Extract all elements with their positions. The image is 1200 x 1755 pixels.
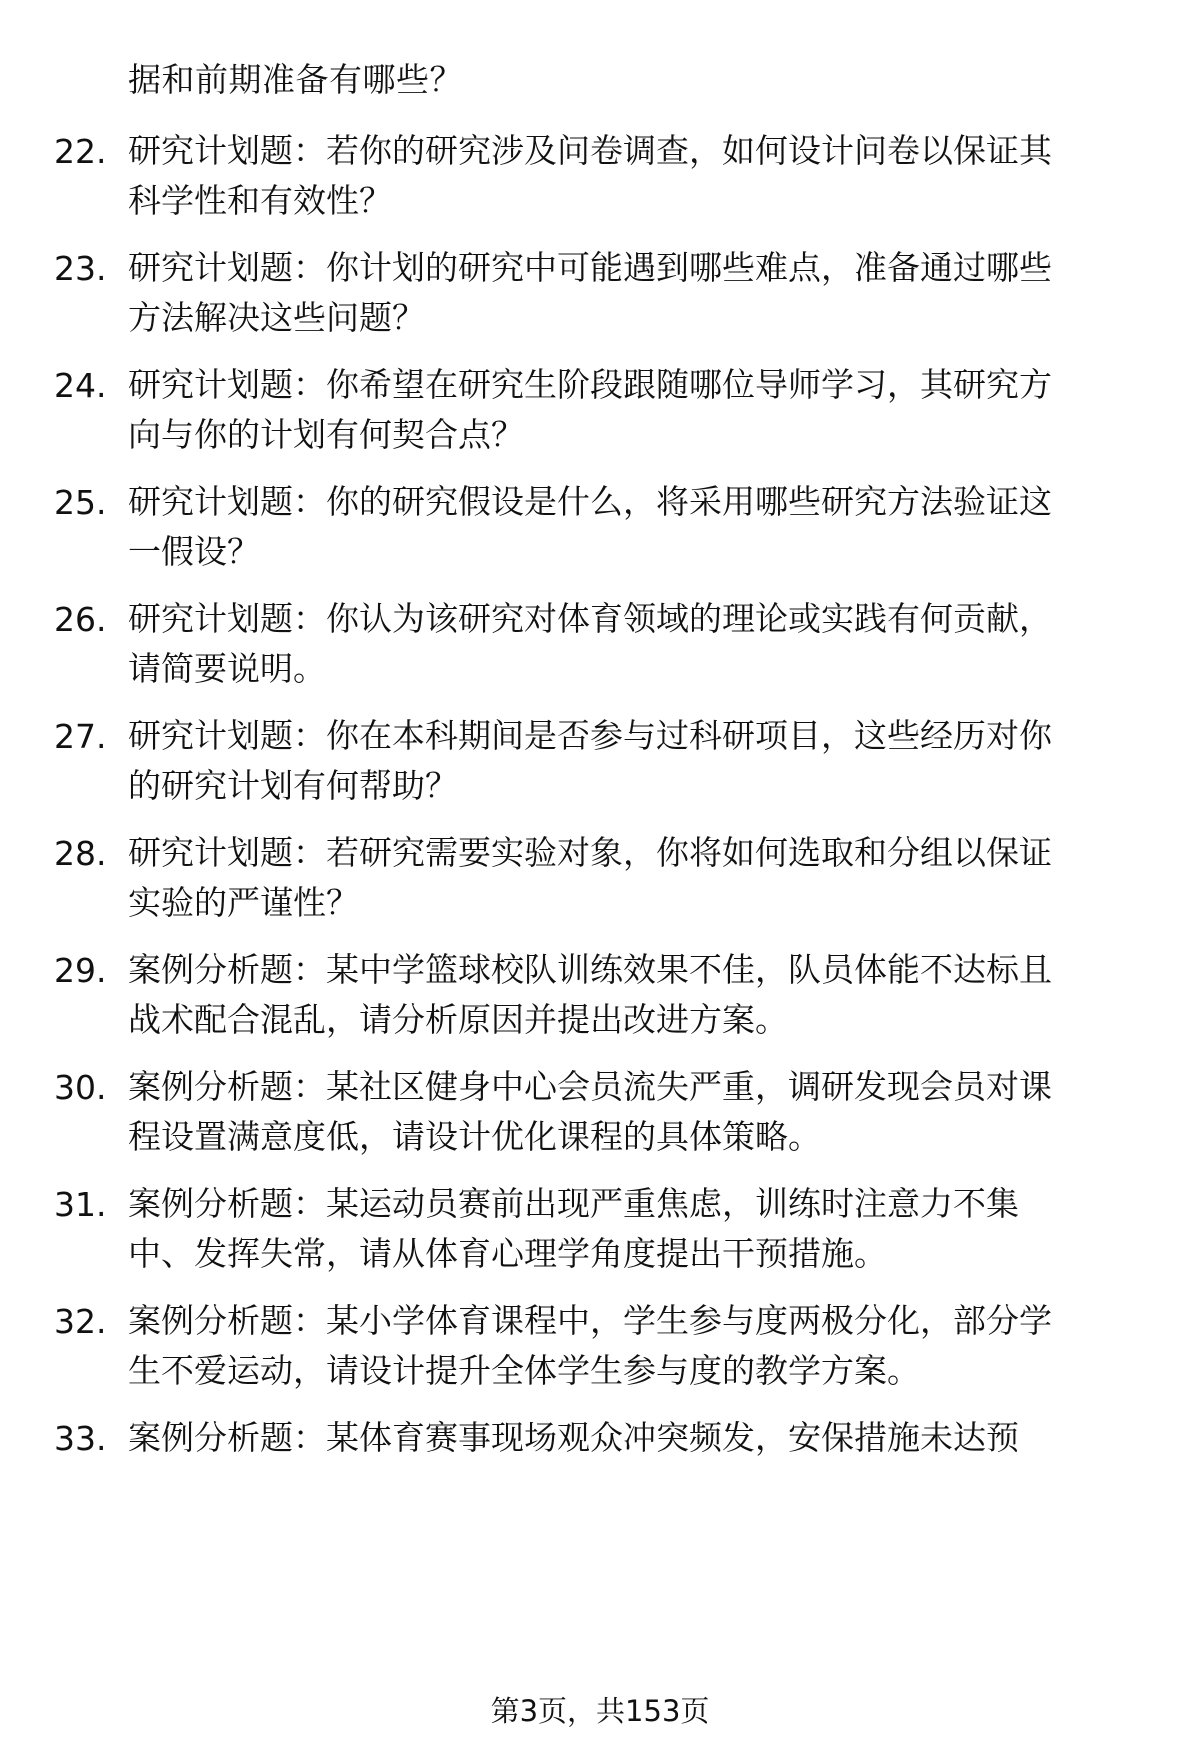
question-number: 27. — [54, 717, 107, 756]
question-text — [128, 711, 1148, 811]
question-item — [0, 1302, 1200, 1402]
continuation-line: 据和前期准备有哪些？ — [128, 60, 463, 99]
question-line: 方法解决这些问题？ — [128, 298, 425, 337]
question-item — [0, 717, 1200, 817]
question-line: 案例分析题：某中学篮球校队训练效果不佳，队员体能不达标且 — [128, 950, 1052, 989]
question-item — [0, 132, 1200, 232]
question-number: 29. — [54, 951, 107, 990]
question-line: 研究计划题：你认为该研究对体育领域的理论或实践有何贡献， — [128, 599, 1052, 638]
question-line: 向与你的计划有何契合点？ — [128, 415, 524, 454]
question-line: 的研究计划有何帮助？ — [128, 766, 458, 805]
question-item — [0, 834, 1200, 934]
question-item — [0, 1068, 1200, 1168]
question-number: 31. — [54, 1185, 107, 1224]
page-footer: 第3页，共153页 — [490, 1694, 710, 1728]
question-text — [128, 1179, 1148, 1279]
question-line: 案例分析题：某体育赛事现场观众冲突频发，安保措施未达预 — [128, 1418, 1019, 1457]
question-text — [128, 243, 1148, 343]
question-text — [128, 360, 1148, 460]
question-line: 科学性和有效性？ — [128, 181, 392, 220]
question-item — [0, 1185, 1200, 1285]
question-item — [0, 600, 1200, 700]
question-number: 23. — [54, 249, 107, 288]
question-item — [0, 249, 1200, 349]
question-number: 26. — [54, 600, 107, 639]
question-line: 案例分析题：某小学体育课程中，学生参与度两极分化，部分学 — [128, 1301, 1052, 1340]
question-text — [128, 126, 1148, 226]
question-number: 25. — [54, 483, 107, 522]
question-line: 研究计划题：你的研究假设是什么，将采用哪些研究方法验证这 — [128, 482, 1052, 521]
question-line: 程设置满意度低，请设计优化课程的具体策略。 — [128, 1117, 821, 1156]
question-number: 22. — [54, 132, 107, 171]
question-line: 案例分析题：某运动员赛前出现严重焦虑，训练时注意力不集 — [128, 1184, 1019, 1223]
question-item — [0, 483, 1200, 583]
question-line: 研究计划题：你在本科期间是否参与过科研项目，这些经历对你 — [128, 716, 1052, 755]
question-text — [128, 1413, 1148, 1463]
question-line: 战术配合混乱，请分析原因并提出改进方案。 — [128, 1000, 788, 1039]
question-number: 28. — [54, 834, 107, 873]
question-line: 研究计划题：若研究需要实验对象，你将如何选取和分组以保证 — [128, 833, 1052, 872]
question-line: 中、发挥失常，请从体育心理学角度提出干预措施。 — [128, 1234, 887, 1273]
question-line: 生不爱运动，请设计提升全体学生参与度的教学方案。 — [128, 1351, 920, 1390]
question-text — [128, 945, 1148, 1045]
question-line: 请简要说明。 — [128, 649, 326, 688]
question-text — [128, 1296, 1148, 1396]
question-item — [0, 1419, 1200, 1519]
question-text — [128, 594, 1148, 694]
question-text — [128, 477, 1148, 577]
question-item — [0, 951, 1200, 1051]
question-line: 实验的严谨性？ — [128, 883, 359, 922]
question-number: 24. — [54, 366, 107, 405]
question-number: 32. — [54, 1302, 107, 1341]
question-text — [128, 1062, 1148, 1162]
question-text — [128, 828, 1148, 928]
question-line: 研究计划题：若你的研究涉及问卷调查，如何设计问卷以保证其 — [128, 131, 1052, 170]
question-number: 33. — [54, 1419, 107, 1458]
question-item — [0, 366, 1200, 466]
question-number: 30. — [54, 1068, 107, 1107]
question-line: 案例分析题：某社区健身中心会员流失严重，调研发现会员对课 — [128, 1067, 1052, 1106]
question-line: 研究计划题：你计划的研究中可能遇到哪些难点，准备通过哪些 — [128, 248, 1052, 287]
question-line: 一假设？ — [128, 532, 260, 571]
question-line: 研究计划题：你希望在研究生阶段跟随哪位导师学习，其研究方 — [128, 365, 1052, 404]
